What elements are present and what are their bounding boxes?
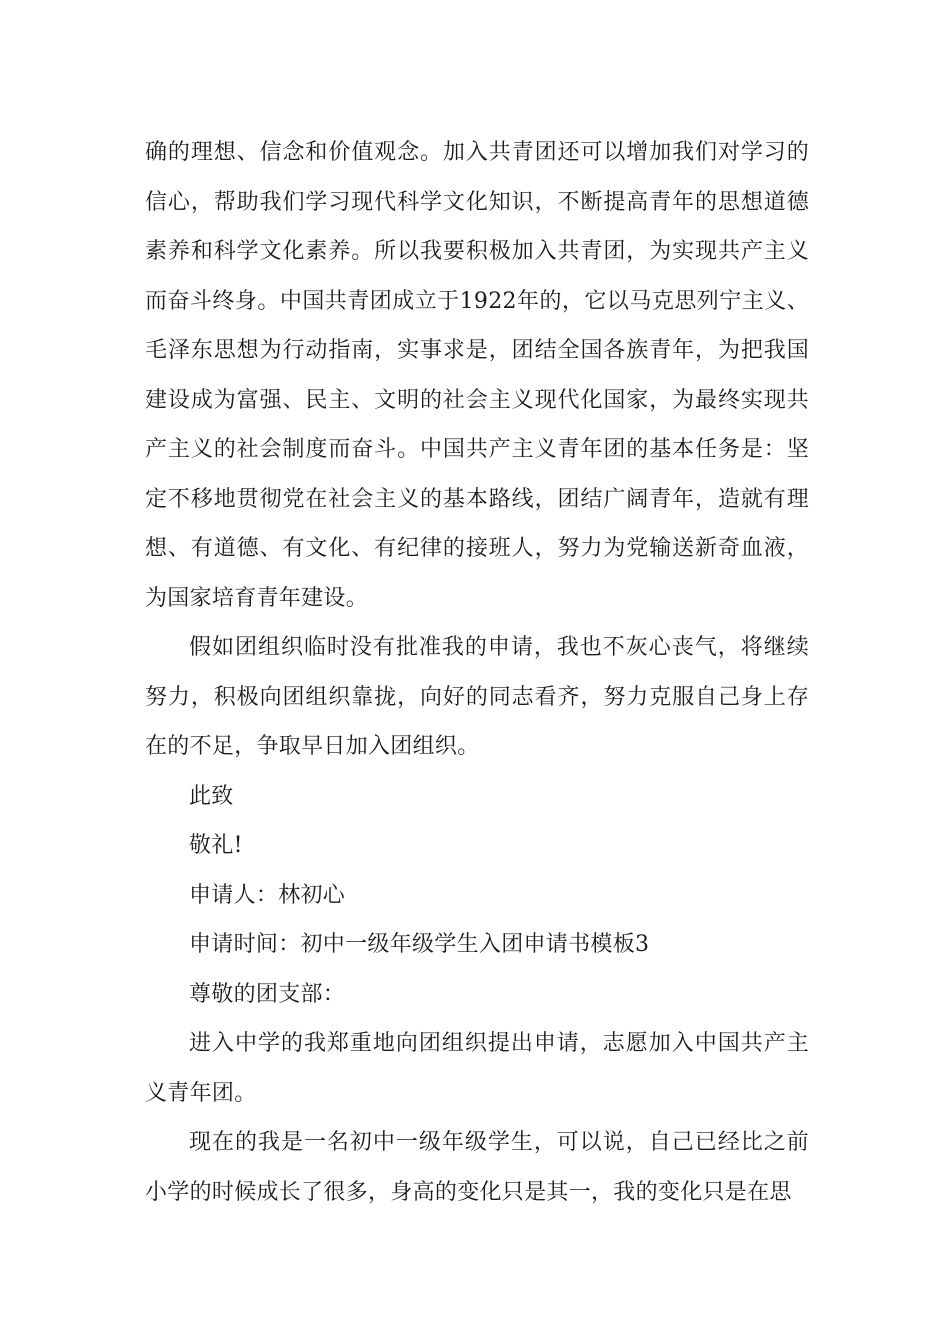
applicant-line: 申请人：林初心 <box>189 882 346 908</box>
paragraph-1: 确的理想、信念和价值观念。加入共青团还可以增加我们对学习的信心，帮助我们学习现代科学文化知识，不断提高青年的思想道德素养和科学文化素养。所以我要积极加入共青团，为实现共产主义而奋斗终身。中国共青团成立于1922年的，它以马克思列宁主义、毛泽东思想为行动指南，实事求是，团结全国各族青年，为把我国建设成为富强、民主、文明的社会主义现代化国家，为最终实现共产主义的社会制度而奋斗。中国共产主义青年团的基本任务是：坚定不移地贯彻党在社会主义的基本路线，团结广阔青年，造就有理想、有道德、有文化、有纪律的接班人，努力为党输送新奇血液，为国家培育青年建设。 <box>145 140 809 611</box>
closing-salutation-2: 敬礼! <box>189 833 243 858</box>
document-body <box>145 128 809 1217</box>
paragraph-3: 进入中学的我郑重地向团组织提出申请，志愿加入中国共产主义青年团。 <box>145 1031 809 1106</box>
application-date-line: 申请时间：初中一级年级学生入团申请书模板3 <box>189 932 650 957</box>
paragraph-4: 现在的我是一名初中一级年级学生，可以说，自己已经比之前小学的时候成长了很多，身高的变化只是其一，我的变化只是在思 <box>145 1130 809 1205</box>
greeting-line: 尊敬的团支部： <box>189 981 346 1007</box>
paragraph-2: 假如团组织临时没有批准我的申请，我也不灰心丧气，将继续努力，积极向团组织靠拢，向好的同志看齐，努力克服自己身上存在的不足，争取早日加入团组织。 <box>145 635 809 759</box>
closing-salutation-1: 此致 <box>189 783 234 809</box>
